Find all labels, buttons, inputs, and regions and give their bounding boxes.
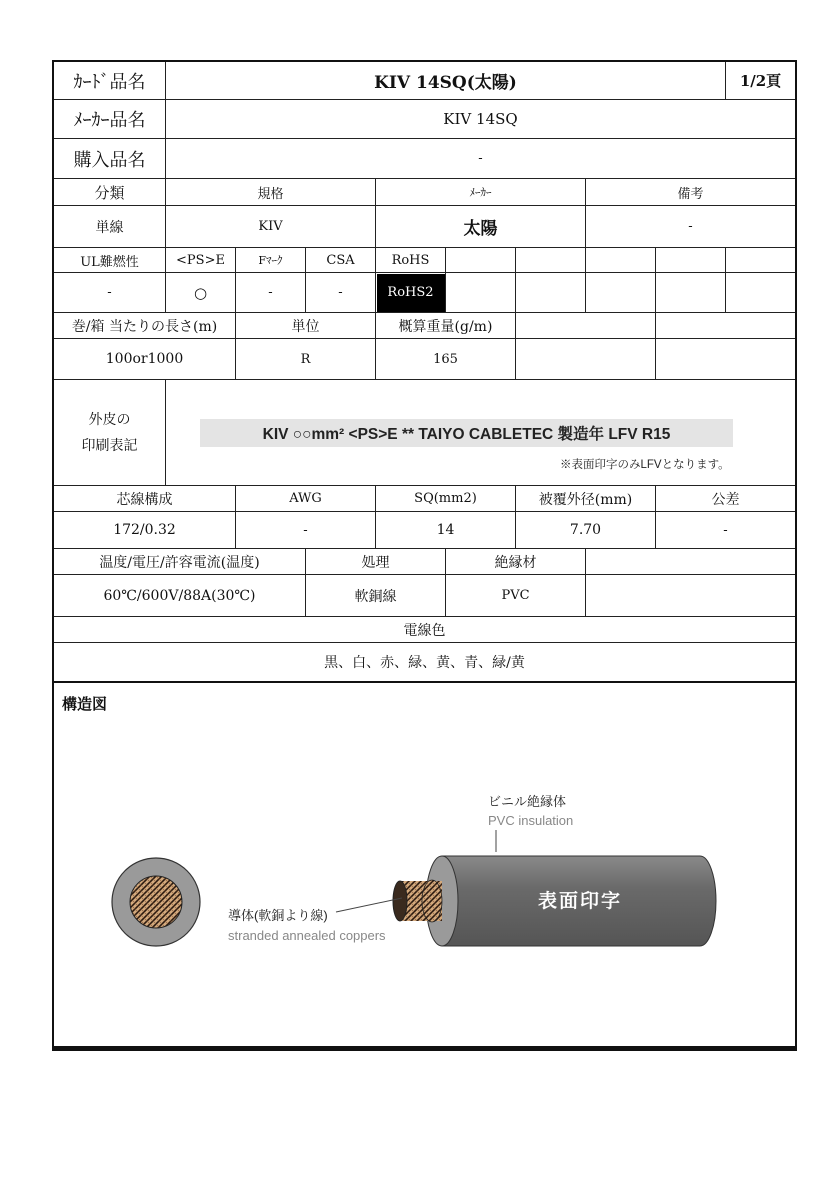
page-number: 1/2頁 bbox=[726, 62, 795, 100]
insulation-header: 絶縁材 bbox=[446, 549, 586, 575]
treatment-header: 処理 bbox=[306, 549, 446, 575]
classification-header: 分類 bbox=[54, 179, 166, 206]
ps-e-header: <PS>E bbox=[166, 248, 236, 273]
maker-value: 太陽 bbox=[376, 206, 586, 248]
rating-header: 温度/電圧/許容電流(温度) bbox=[54, 549, 306, 575]
remarks-header: 備考 bbox=[586, 179, 795, 206]
classification-value: 単線 bbox=[54, 206, 166, 248]
maker-name-value: KIV 14SQ bbox=[166, 100, 795, 139]
card-name-value: KIV 14SQ(太陽) bbox=[166, 62, 726, 100]
maker-header: ﾒｰｶｰ bbox=[376, 179, 586, 206]
rohs-header: RoHS bbox=[376, 248, 446, 273]
sheet-bottom-rule bbox=[52, 1046, 797, 1051]
unit-header: 単位 bbox=[236, 313, 376, 339]
core-structure-header: 芯線構成 bbox=[54, 486, 236, 512]
ps-e-value: ○ bbox=[166, 273, 236, 313]
print-marking-note: ※表面印字のみLFVとなります。 bbox=[560, 459, 730, 471]
remarks-value: - bbox=[586, 206, 795, 248]
insulation-label-en: PVC insulation bbox=[488, 813, 574, 828]
card-name-label: ｶｰﾄﾞ品名 bbox=[54, 62, 166, 100]
weight-value: 165 bbox=[376, 339, 516, 380]
wire-color-header: 電線色 bbox=[54, 617, 795, 643]
standard-header: 規格 bbox=[166, 179, 376, 206]
standard-value: KIV bbox=[166, 206, 376, 248]
ul-header: UL難燃性 bbox=[54, 248, 166, 273]
f-mark-header: Fﾏｰｸ bbox=[236, 248, 306, 273]
outer-diameter-header: 被覆外径(mm) bbox=[516, 486, 656, 512]
purchase-name-value: - bbox=[166, 139, 795, 179]
sq-header: SQ(mm2) bbox=[376, 486, 516, 512]
ul-value: - bbox=[54, 273, 166, 313]
conductor-leader bbox=[336, 898, 402, 912]
tolerance-value: - bbox=[656, 512, 795, 549]
conductor-label-jp: 導体(軟銅より線) bbox=[228, 908, 328, 923]
length-value: 100or1000 bbox=[54, 339, 236, 380]
structure-title: 構造図 bbox=[62, 696, 108, 713]
purchase-name-label: 購入品名 bbox=[54, 139, 166, 179]
print-marking-label-line2: 印刷表記 bbox=[81, 437, 138, 454]
csa-header: CSA bbox=[306, 248, 376, 273]
core-structure-value: 172/0.32 bbox=[54, 512, 236, 549]
sq-value: 14 bbox=[376, 512, 516, 549]
rohs-badge: RoHS2 bbox=[377, 274, 445, 312]
insulation-label-jp: ビニル絶縁体 bbox=[488, 794, 567, 809]
print-marking-label-line1: 外皮の bbox=[88, 411, 131, 428]
csa-value: - bbox=[306, 273, 376, 313]
cross-section bbox=[112, 858, 200, 946]
f-mark-value: - bbox=[236, 273, 306, 313]
unit-value: R bbox=[236, 339, 376, 380]
surface-print-label: 表面印字 bbox=[538, 891, 623, 912]
treatment-value: 軟銅線 bbox=[306, 575, 446, 617]
cross-section-conductor bbox=[130, 876, 182, 928]
weight-header: 概算重量(g/m) bbox=[376, 313, 516, 339]
conductor-label-en: stranded annealed coppers bbox=[228, 928, 386, 943]
wire-color-value: 黒、白、赤、緑、黄、青、緑/黄 bbox=[54, 643, 795, 683]
insulation-value: PVC bbox=[446, 575, 586, 617]
outer-diameter-value: 7.70 bbox=[516, 512, 656, 549]
tolerance-header: 公差 bbox=[656, 486, 795, 512]
print-marking-text: KIV ○○mm² <PS>E ** TAIYO CABLETEC 製造年 LFV R15 bbox=[200, 419, 733, 447]
maker-name-label: ﾒｰｶｰ品名 bbox=[54, 100, 166, 139]
length-header: 巻/箱 当たりの長さ(m) bbox=[54, 313, 236, 339]
conductor-end bbox=[393, 881, 407, 921]
awg-header: AWG bbox=[236, 486, 376, 512]
awg-value: - bbox=[236, 512, 376, 549]
rating-value: 60℃/600V/88A(30℃) bbox=[54, 575, 306, 617]
